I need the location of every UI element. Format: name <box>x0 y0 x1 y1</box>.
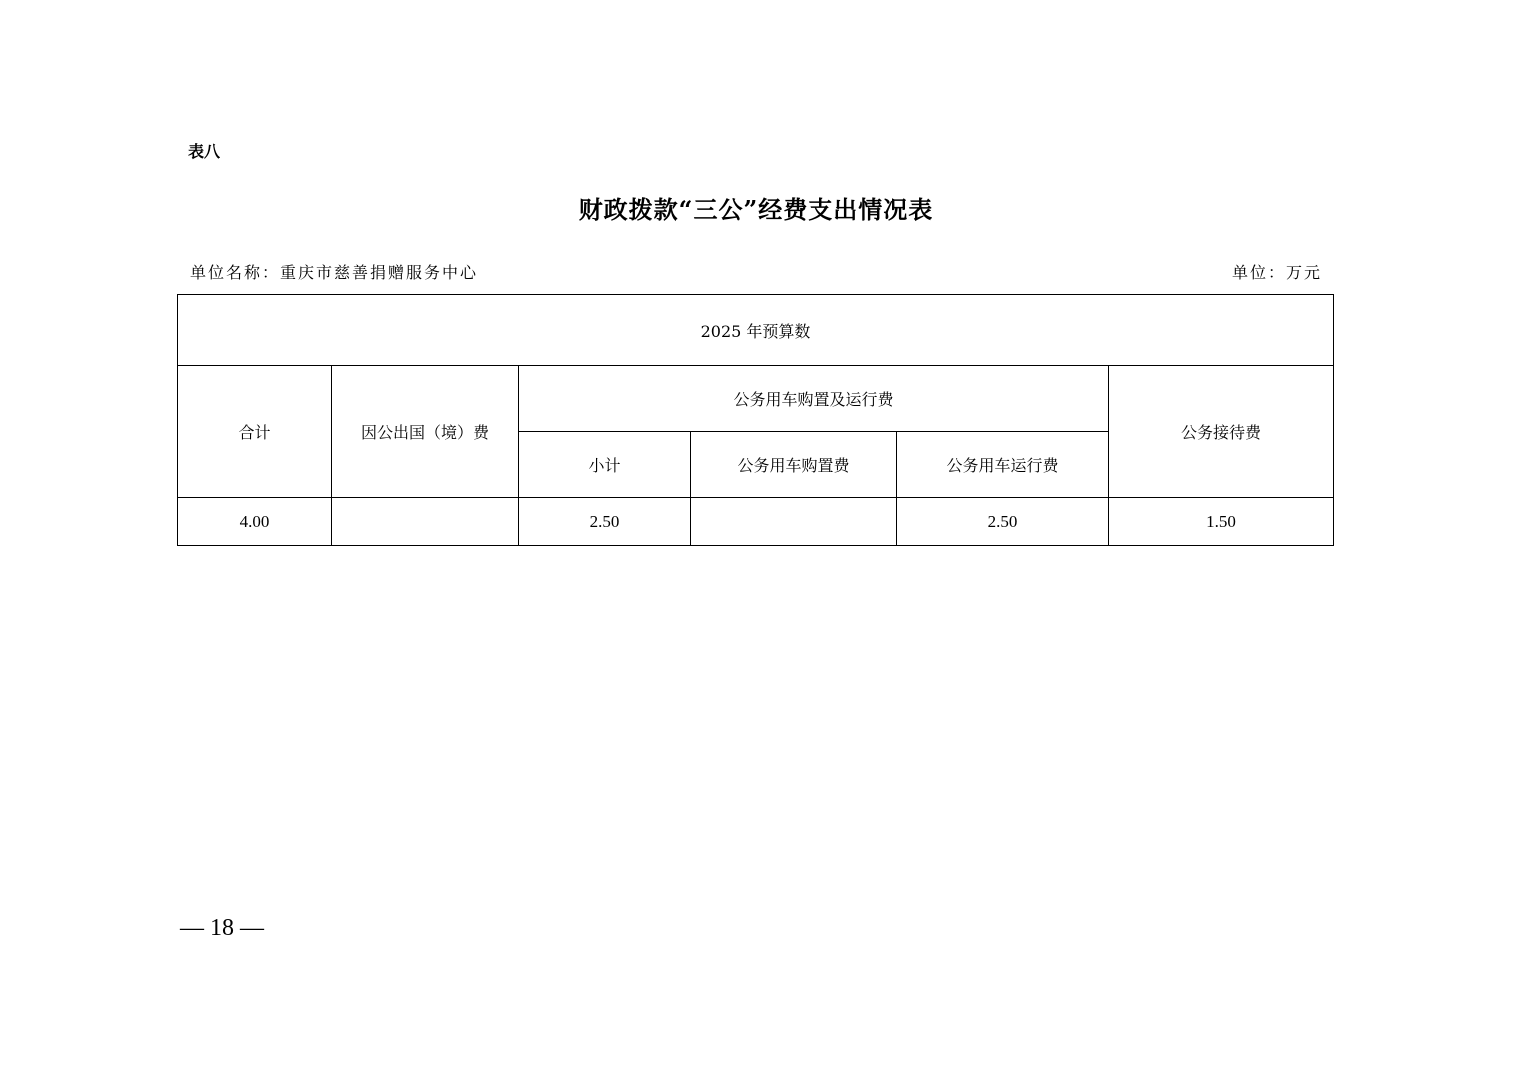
vehicle-group-header: 公务用车购置及运行费 <box>519 366 1109 432</box>
vehicle-purchase-value <box>691 498 897 546</box>
page-title: 财政拨款“三公”经费支出情况表 <box>578 195 934 224</box>
table-number-label: 表八 <box>188 142 221 161</box>
table-row <box>178 498 1334 546</box>
overseas-column-header: 因公出国（境）费 <box>332 366 519 498</box>
vehicle-purchase-header: 公务用车购置费 <box>691 432 897 498</box>
reception-value: 1.50 <box>1109 498 1334 546</box>
vehicle-operation-header: 公务用车运行费 <box>897 432 1109 498</box>
vehicle-subtotal-value: 2.50 <box>519 498 691 546</box>
vehicle-operation-value: 2.50 <box>897 498 1109 546</box>
overseas-value <box>332 498 519 546</box>
unit-name: 单位名称：重庆市慈善捐赠服务中心 <box>190 263 479 282</box>
page-number: — 18 — <box>180 915 264 941</box>
total-column-header: 合计 <box>178 366 332 498</box>
total-value: 4.00 <box>178 498 332 546</box>
column-header-row <box>178 366 1334 432</box>
three-public-expenses-table <box>177 294 1334 546</box>
reception-column-header: 公务接待费 <box>1109 366 1334 498</box>
year-header-cell: 2025 年预算数 <box>178 295 1334 366</box>
currency-unit-label: 单位：万元 <box>1231 263 1322 282</box>
vehicle-subtotal-header: 小计 <box>519 432 691 498</box>
year-header-row <box>178 295 1334 366</box>
